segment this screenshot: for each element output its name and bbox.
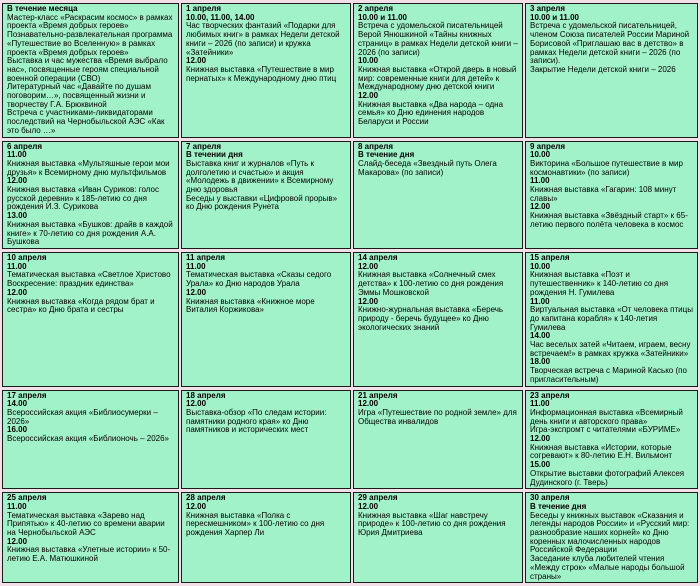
event-time: 11.00 — [7, 150, 27, 160]
event-text: Литературный час «Давайте по душам поговорим…», посвященный жизни и творчеству Г.А. Брюквиной — [7, 82, 151, 109]
calendar-row — [2, 492, 698, 583]
event-text: Всероссийская акция «Библиосумерки – 2026» — [7, 407, 158, 426]
event-time: 12.00 — [7, 536, 28, 546]
event-time: 10.00 и 11.00 — [358, 12, 407, 22]
event-time: 13.00 — [7, 211, 28, 221]
event-text: Встреча с удомельской писательницей Верой Янюшкиной «Тайны книжных страниц» в рамках Недели детской книги – 2026 (по записи) — [358, 21, 518, 57]
event-time: 11.00 — [7, 261, 27, 271]
event-text: Заседание клуба любителей чтения «Между строк» «Малые народы большой страны» — [530, 554, 685, 581]
event-text: Слайд-беседа «Звездный путь Олега Макарова» (по записи) — [358, 158, 497, 177]
event-time: 10.00 — [530, 150, 551, 160]
calendar-row — [2, 252, 698, 387]
calendar-cell — [353, 3, 523, 138]
event-text: Беседы у книжных выставок «Сказания и легенды народов России» и «Русский мир: разнообразие наших корней» ко Дню коренных малочисленных народов Российской Федерации — [530, 510, 690, 555]
event-time: 12.00 — [186, 399, 207, 409]
event-time: 14.00 — [7, 399, 28, 409]
event-text: Книжная выставка «Солнечный смех детства» к 100-летию со дня рождения Эммы Мошковской — [358, 270, 504, 297]
event-time: 12.00 — [186, 287, 207, 297]
event-time: 11.00 — [530, 399, 550, 409]
event-time: 12.00 — [358, 261, 379, 271]
event-text: Книжная выставка «Два народа – одна семья» ко Дню единения народов Беларуси и России — [358, 99, 504, 127]
cell-date-heading: 3 апреля — [530, 4, 566, 13]
event-text: Выставка книг и журналов «Путь к долголетию и счастью» и акция «Молодежь в движении» к Всемирному дню здоровья — [186, 158, 334, 195]
event-time: 12.00 — [358, 501, 379, 511]
calendar-cell — [525, 252, 698, 387]
cell-date-heading: 2 апреля — [358, 4, 394, 13]
event-time: 12.00 — [186, 56, 207, 66]
calendar-cell — [2, 3, 179, 138]
calendar-row — [2, 141, 698, 249]
event-text: Игра «Путешествие по родной земле» для Общества инвалидов — [358, 407, 517, 426]
event-time: 10.00 — [530, 261, 551, 271]
event-text: Книжная выставка «Звёздный старт» к 65-летию первого полёта человека в космос — [530, 211, 688, 229]
cell-date-heading: 14 апреля — [358, 252, 398, 262]
event-time: 12.00 — [186, 501, 207, 511]
calendar-cell — [2, 141, 179, 249]
calendar-cell — [2, 252, 179, 387]
event-text: Книжная выставка «Когда рядом брат и сестра» ко Дню брата и сестры — [7, 296, 155, 315]
event-text: Закрытие Недели детской книги – 2026 — [530, 64, 676, 74]
event-time: 12.00 — [530, 434, 551, 444]
event-text: Тематическая выставка «Зарево над Припятью» к 40-летию со времени аварии на Чернобыльской АЭС — [7, 510, 165, 538]
event-text: Всероссийская акция «Библионочь – 2026» — [7, 434, 169, 444]
cell-date-heading: 15 апреля — [530, 252, 570, 262]
event-text: Игра-экспромт с читателями «БУРИМЕ» — [530, 425, 681, 435]
event-time: 10.00, 11.00, 14.00 — [186, 12, 255, 22]
calendar-cell — [525, 3, 698, 138]
cell-date-heading: 10 апреля — [7, 252, 47, 262]
calendar-cell — [181, 492, 351, 583]
cell-date-heading: 6 апреля — [7, 141, 43, 151]
event-text: Открытие выставки фотографий Алексея Дудинского (г. Тверь) — [530, 468, 685, 487]
event-time: 18.00 — [530, 357, 551, 367]
event-text: Книжная выставка «Истории, которые согревают» к 80-летию Е.Н. Вильмонт — [530, 442, 673, 461]
event-text: Выставка и час мужества «Время выбрало нас», посвященные героям специальной военной операции (СВО) — [7, 56, 168, 83]
event-text: Час творческих фантазий «Подарки для любимых книг» в рамках Недели детской книги – 2026 (по записи) и кружка «Затейники» — [186, 21, 340, 57]
event-time: 12.00 — [530, 202, 551, 212]
event-time: В течении дня — [186, 150, 243, 160]
event-text: Книжная выставка «Шаг навстречу природе» к 100-летию со дня рождения Юрия Дмитриева — [358, 510, 506, 538]
event-time: 16.00 — [7, 425, 28, 435]
cell-date-heading: 23 апреля — [530, 390, 570, 400]
event-text: Книжная выставка «Открой дверь в новый мир: современные книги для детей» к Международному дню детской книги — [358, 64, 517, 92]
cell-date-heading: 21 апреля — [358, 390, 398, 400]
event-time: 10.00 — [358, 56, 379, 66]
calendar-cell — [353, 390, 523, 490]
event-time: 12.00 — [358, 91, 379, 101]
calendar-body — [2, 3, 698, 583]
calendar-cell — [525, 492, 698, 583]
event-text: Книжная выставка «Мультяшные герои мои друзья» к Всемирному дню мультфильмов — [7, 158, 170, 177]
event-time: 15.00 — [530, 460, 551, 470]
cell-date-heading: 29 апреля — [358, 493, 398, 503]
calendar-cell — [353, 252, 523, 387]
calendar-cell — [181, 390, 351, 490]
cell-date-heading: В течение месяца — [7, 4, 78, 13]
event-text: Виртуальная выставка «От человека птицы до капитана корабля» к 140-летия Гумилева — [530, 305, 693, 332]
cell-date-heading: 1 апреля — [186, 4, 222, 13]
event-time: 12.00 — [358, 296, 379, 306]
event-text: Творческая встреча с Мариной Касько (по пригласительным) — [530, 366, 687, 384]
event-text: Познавательно-развлекательная программа «Путешествие во Вселенную» в рамках проекта «Время добрых героев» — [7, 30, 173, 57]
cell-date-heading: 9 апреля — [530, 141, 566, 151]
event-time: 12.00 — [358, 399, 379, 409]
cell-date-heading: 8 апреля — [358, 141, 394, 151]
event-text: Книжная выставка «Полка с пересмешником» к 100-летию со дня рождения Харпер Ли — [186, 510, 325, 538]
calendar-cell — [181, 141, 351, 249]
event-time: 10.00 и 11.00 — [530, 12, 579, 22]
event-time: 11.00 — [530, 176, 550, 186]
event-text: Мастер-класс «Раскрасим космос» в рамках проекта «Время добрых героев» — [7, 12, 173, 31]
cell-date-heading: 11 апреля — [186, 252, 226, 262]
event-text: Книжная выставка «Путешествие в мир пернатых» к Международному дню птиц — [186, 64, 337, 83]
event-time: В течение дня — [530, 501, 587, 511]
event-time: 11.00 — [7, 501, 27, 511]
calendar-cell — [2, 390, 179, 490]
event-text: Информационная выставка «Всемирный день книги и авторского права» — [530, 407, 683, 426]
event-text: Беседы у выставки «Цифровой прорыв» ко Дню рождения Рунета — [186, 193, 338, 212]
event-text: Выставка-обзор «По следам истории: памятники родного края» ко Дню памятников и исторических мест — [186, 407, 327, 435]
event-time: В течение дня — [358, 150, 415, 160]
calendar-cell — [353, 492, 523, 583]
event-text: Час веселых затей «Читаем, играем, весну встречаем!» в рамках кружка «Затейники» — [530, 340, 691, 358]
event-text: Книжно-журнальная выставка «Беречь природу - беречь будущее» ко Дню экологических знаний — [358, 305, 504, 332]
event-time: 12.00 — [7, 287, 28, 297]
event-text: Викторина «Большое путешествие в мир космонавтики» (по записи) — [530, 158, 683, 177]
event-text: Тематическая выставка «Сказы седого Урала» ко Дню народов Урала — [186, 270, 332, 289]
calendar-row — [2, 3, 698, 138]
event-text: Встреча с участниками-ликвидаторами последствий на Чернобыльской АЭС «Как это было …» — [7, 108, 165, 135]
calendar-cell — [353, 141, 523, 249]
cell-date-heading: 25 апреля — [7, 493, 47, 503]
event-time: 11.00 — [186, 261, 206, 271]
cell-date-heading: 7 апреля — [186, 141, 222, 151]
event-text: Книжная выставка «Книжное море Виталия Коржикова» — [186, 296, 315, 315]
event-text: Книжная выставка «Улетные истории» к 50-летию Е.А. Матюшкиной — [7, 545, 171, 564]
event-text: Встреча с удомельской писательницей, членом Союза писателей России Мариной Борисовой «Приглашаю вас в детство» в рамках Недели детской книги – 2026 (по записи). — [530, 21, 690, 66]
event-text: Книжная выставка «Иван Суриков: голос русской деревни» к 185-летию со дня рождения И.З. Сурикова — [7, 185, 159, 212]
event-time: 11.00 — [530, 296, 550, 306]
cell-date-heading: 17 апреля — [7, 390, 47, 400]
event-text: Тематическая выставка «Светлое Христово Воскресение: праздник единства» — [7, 270, 171, 289]
event-time: 12.00 — [7, 176, 28, 186]
event-text: Книжная выставка «Гагарин: 108 минут славы» — [530, 185, 677, 203]
calendar-cell — [2, 492, 179, 583]
cell-date-heading: 28 апреля — [186, 493, 226, 503]
calendar-cell — [181, 3, 351, 138]
calendar-cell — [181, 252, 351, 387]
event-time: 14.00 — [530, 331, 551, 341]
event-text: Книжная выставка «Поэт и путешественник» к 140-летию со дня рождения Н. Гумилева — [530, 270, 669, 297]
calendar-cell — [525, 390, 698, 490]
calendar-row — [2, 390, 698, 490]
calendar-cell — [525, 141, 698, 249]
cell-date-heading: 18 апреля — [186, 390, 226, 400]
cell-date-heading: 30 апреля — [530, 493, 570, 503]
event-text: Книжная выставка «Бушков: драйв в каждой книге» к 70-летию со дня рождения А.А. Бушкова — [7, 219, 173, 247]
